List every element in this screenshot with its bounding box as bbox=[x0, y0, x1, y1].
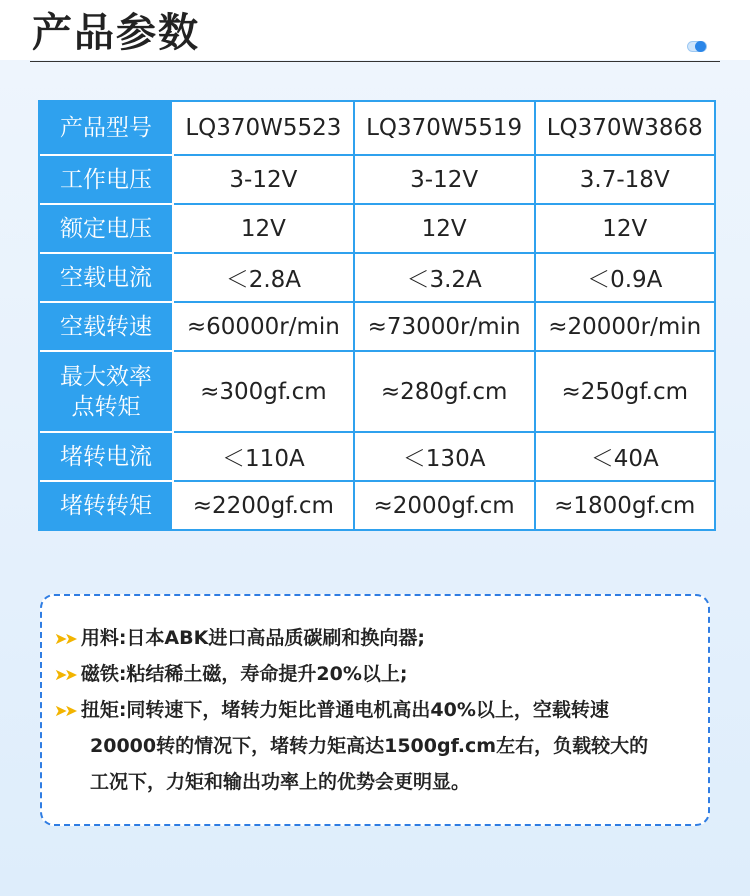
value-cell: ≈2200gf.cm bbox=[174, 482, 355, 529]
value-cell: 3.7-18V bbox=[536, 156, 715, 205]
value-cell: ≈300gf.cm bbox=[174, 352, 355, 433]
note-text: 扭矩:同转速下，堵转力矩比普通电机高出40%以上，空载转速 bbox=[80, 699, 609, 721]
row-header-line: 点转矩 bbox=[71, 393, 141, 420]
note-text-continued: 20000转的情况下，堵转力矩高达1500gf.cm左右，负载较大的 bbox=[90, 735, 649, 757]
table-row bbox=[40, 352, 714, 433]
row-header: 产品型号 bbox=[40, 102, 174, 156]
value-cell: ≈60000r/min bbox=[174, 303, 355, 352]
double-chevron-right-icon: ➤➤ bbox=[54, 701, 75, 720]
model-cell: LQ370W5519 bbox=[355, 102, 536, 156]
table-row bbox=[40, 482, 714, 529]
value-cell: ≈1800gf.cm bbox=[536, 482, 715, 529]
value-cell: 3-12V bbox=[174, 156, 355, 205]
row-header bbox=[40, 352, 174, 433]
model-cell: LQ370W5523 bbox=[174, 102, 355, 156]
value-cell: ≈250gf.cm bbox=[536, 352, 715, 433]
note-item bbox=[54, 656, 408, 693]
model-cell: LQ370W3868 bbox=[536, 102, 715, 156]
row-header: 额定电压 bbox=[40, 205, 174, 254]
value-cell: ≈20000r/min bbox=[536, 303, 715, 352]
spec-table bbox=[38, 100, 716, 531]
value-cell: ≈73000r/min bbox=[355, 303, 536, 352]
table-row bbox=[40, 205, 714, 254]
value-cell: 3-12V bbox=[355, 156, 536, 205]
double-chevron-right-icon: ➤➤ bbox=[54, 629, 75, 648]
row-header: 工作电压 bbox=[40, 156, 174, 205]
table-row bbox=[40, 303, 714, 352]
value-cell: ＜110A bbox=[174, 433, 355, 482]
toggle-knob bbox=[695, 41, 706, 52]
page-title: 产品参数 bbox=[32, 10, 200, 56]
value-cell: 12V bbox=[355, 205, 536, 254]
row-header: 空载电流 bbox=[40, 254, 174, 303]
feature-notes-box bbox=[40, 594, 710, 826]
title-divider bbox=[30, 61, 720, 62]
value-cell: 12V bbox=[174, 205, 355, 254]
table-row bbox=[40, 102, 714, 156]
row-header: 空载转速 bbox=[40, 303, 174, 352]
row-header: 堵转转矩 bbox=[40, 482, 174, 529]
note-item bbox=[54, 692, 609, 729]
value-cell: 12V bbox=[536, 205, 715, 254]
row-header: 堵转电流 bbox=[40, 433, 174, 482]
note-text-continued: 工况下，力矩和输出功率上的优势会更明显。 bbox=[90, 771, 471, 793]
value-cell: ≈2000gf.cm bbox=[355, 482, 536, 529]
table-row bbox=[40, 254, 714, 303]
value-cell: ＜0.9A bbox=[536, 254, 715, 303]
note-text: 磁铁:粘结稀土磁，寿命提升20%以上; bbox=[80, 663, 408, 685]
value-cell: ＜3.2A bbox=[355, 254, 536, 303]
value-cell: ＜2.8A bbox=[174, 254, 355, 303]
value-cell: ＜40A bbox=[536, 433, 715, 482]
note-item bbox=[54, 620, 425, 657]
table-row bbox=[40, 433, 714, 482]
value-cell: ≈280gf.cm bbox=[355, 352, 536, 433]
row-header-line: 最大效率 bbox=[60, 363, 152, 390]
note-text: 用料:日本ABK进口高品质碳刷和换向器; bbox=[80, 627, 425, 649]
table-row bbox=[40, 156, 714, 205]
toggle-icon bbox=[687, 41, 707, 52]
double-chevron-right-icon: ➤➤ bbox=[54, 665, 75, 684]
value-cell: ＜130A bbox=[355, 433, 536, 482]
